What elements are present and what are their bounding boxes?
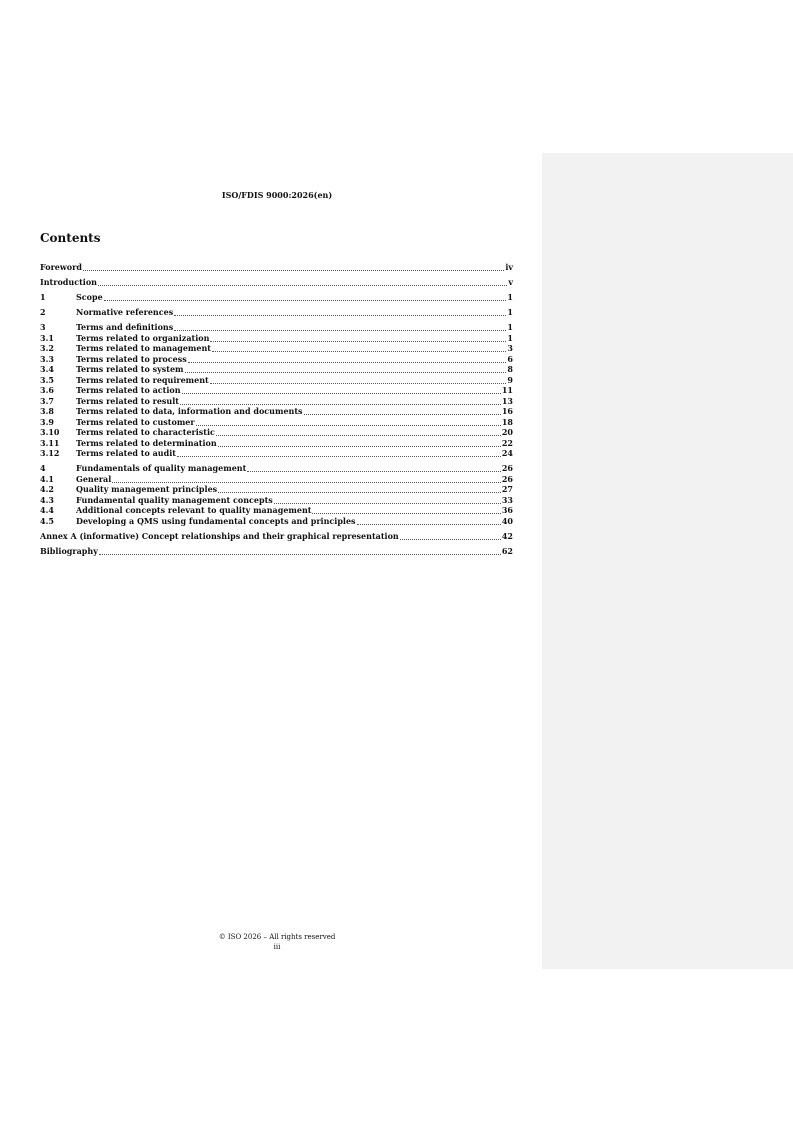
toc-entry-title: Terms related to action (76, 385, 181, 395)
toc-entry-number: 3.10 (40, 427, 60, 437)
toc-entry-title: General (76, 473, 112, 484)
toc-entry[interactable] (40, 406, 513, 416)
toc-entry-page: v (508, 277, 513, 287)
toc-entry[interactable] (40, 262, 513, 272)
toc-entry-title: Terms related to system (76, 364, 184, 374)
toc-entry[interactable] (40, 495, 513, 505)
toc-entry-number: 3.12 (40, 448, 60, 458)
toc-dot-leader (218, 439, 501, 447)
toc-entry-number: 4.3 (40, 494, 54, 505)
toc-entry-number: 4.4 (40, 505, 54, 515)
toc-entry[interactable] (40, 354, 513, 364)
toc-dot-leader (312, 506, 500, 514)
toc-entry-page: 62 (501, 545, 513, 556)
toc-entry-page: 16 (501, 406, 513, 416)
toc-dot-leader (247, 464, 501, 472)
toc-entry[interactable] (40, 448, 513, 458)
toc-entry-page: iv (505, 262, 513, 272)
toc-entry-title: Terms and definitions (76, 322, 174, 332)
toc-entry[interactable] (40, 333, 513, 343)
toc-entry-page: 11 (501, 385, 513, 395)
toc-dot-leader (400, 532, 501, 540)
toc-entry-number: 3.5 (40, 374, 54, 385)
toc-dot-leader (83, 263, 504, 271)
toc-entry[interactable] (40, 277, 513, 287)
toc-dot-leader (274, 496, 501, 504)
toc-entry[interactable] (40, 385, 513, 395)
toc-entry[interactable] (40, 417, 513, 427)
toc-dot-leader (104, 293, 507, 301)
toc-entry-page: 26 (501, 463, 513, 473)
toc-dot-leader (112, 475, 501, 483)
toc-dot-leader (185, 365, 507, 373)
toc-entry-number: 1 (40, 292, 46, 302)
toc-entry-number: 3.7 (40, 395, 54, 406)
toc-entry[interactable] (40, 516, 513, 526)
toc-entry-number: 4.2 (40, 484, 54, 494)
toc-dot-leader (210, 334, 506, 342)
copyright-notice: © ISO 2026 – All rights reserved (218, 933, 336, 941)
toc-dot-leader (304, 407, 501, 415)
toc-entry-title: Fundamentals of quality management (76, 463, 247, 473)
toc-entry-number: 3.6 (40, 385, 54, 395)
toc-entry-number: 2 (40, 307, 46, 317)
comment-pane (542, 153, 793, 969)
toc-entry-number: 4 (40, 463, 46, 473)
toc-entry-number: 3.4 (40, 364, 54, 374)
toc-entry-page: 13 (501, 395, 513, 406)
toc-dot-leader (174, 323, 506, 331)
toc-entry[interactable] (40, 438, 513, 448)
contents-heading: Contents (40, 231, 101, 245)
toc-entry-title: Terms related to characteristic (76, 427, 215, 437)
toc-entry-page: 36 (501, 505, 513, 515)
toc-entry-page: 27 (501, 484, 513, 494)
toc-entry-page: 22 (501, 437, 513, 448)
toc-entry-page: 18 (501, 416, 513, 427)
toc-entry-title: Terms related to data, information and documents (76, 406, 303, 416)
toc-dot-leader (177, 449, 501, 457)
page-footer (40, 932, 514, 952)
toc-dot-leader (180, 397, 501, 405)
toc-entry-page: 33 (501, 494, 513, 505)
toc-entry-title: Annex A (informative) Concept relationships and their graphical representation (40, 530, 399, 541)
toc-dot-leader (188, 355, 507, 363)
toc-entry-number: 4.1 (40, 473, 54, 484)
toc-entry-title: Normative references (76, 307, 174, 317)
toc-entry[interactable] (40, 546, 513, 556)
toc-entry-title: Bibliography (40, 545, 98, 556)
toc-entry[interactable] (40, 505, 513, 515)
toc-dot-leader (196, 418, 501, 426)
toc-entry[interactable] (40, 396, 513, 406)
toc-entry-title: Additional concepts relevant to quality management (76, 505, 312, 515)
toc-entry[interactable] (40, 292, 513, 302)
toc-dot-leader (99, 547, 501, 555)
toc-entry-title: Foreword (40, 262, 82, 272)
page-number: iii (273, 943, 281, 951)
toc-entry-number: 3.1 (40, 332, 54, 343)
toc-entry-number: 3 (40, 322, 46, 332)
toc-entry[interactable] (40, 343, 513, 353)
toc-dot-leader (174, 308, 506, 316)
table-of-contents (40, 262, 513, 556)
toc-entry-title: Scope (76, 292, 103, 302)
toc-entry[interactable] (40, 531, 513, 541)
toc-entry-number: 3.9 (40, 416, 54, 427)
toc-entry-title: Terms related to audit (76, 448, 176, 458)
toc-entry[interactable] (40, 364, 513, 374)
toc-entry-page: 24 (501, 448, 513, 458)
toc-entry-title: Introduction (40, 277, 97, 287)
toc-entry[interactable] (40, 427, 513, 437)
toc-entry-page: 3 (507, 343, 513, 353)
toc-entry-number: 3.3 (40, 353, 54, 364)
toc-entry-page: 1 (507, 322, 513, 332)
toc-dot-leader (182, 386, 501, 394)
toc-entry-page: 8 (507, 364, 513, 374)
toc-entry-title: Terms related to customer (76, 416, 195, 427)
toc-entry-title: Terms related to determination (76, 437, 217, 448)
toc-entry-title: Terms related to requirement (76, 374, 209, 385)
toc-entry-page: 6 (507, 353, 513, 364)
toc-entry-page: 40 (501, 515, 513, 526)
toc-entry[interactable] (40, 484, 513, 494)
toc-dot-leader (210, 376, 507, 384)
toc-dot-leader (216, 428, 501, 436)
toc-dot-leader (98, 278, 507, 286)
toc-entry[interactable] (40, 474, 513, 484)
toc-entry-title: Terms related to process (76, 353, 187, 364)
toc-entry-number: 3.11 (40, 437, 60, 448)
toc-entry[interactable] (40, 322, 513, 332)
toc-entry-number: 3.8 (40, 406, 54, 416)
toc-entry[interactable] (40, 463, 513, 473)
toc-entry-page: 9 (507, 374, 513, 385)
toc-entry-number: 4.5 (40, 515, 54, 526)
toc-entry-page: 26 (501, 473, 513, 484)
document-id-header: ISO/FDIS 9000:2026(en) (221, 190, 333, 200)
toc-entry-title: Quality management principles (76, 484, 218, 494)
toc-entry[interactable] (40, 375, 513, 385)
toc-entry-title: Terms related to organization (76, 332, 210, 343)
toc-entry-title: Terms related to management (76, 343, 211, 353)
toc-entry-title: Developing a QMS using fundamental concepts and principles (76, 515, 356, 526)
toc-dot-leader (218, 485, 501, 493)
toc-entry-number: 3.2 (40, 343, 54, 353)
toc-entry-page: 20 (501, 427, 513, 437)
toc-entry-page: 1 (507, 307, 513, 317)
toc-entry[interactable] (40, 307, 513, 317)
toc-dot-leader (357, 517, 501, 525)
toc-entry-page: 42 (501, 530, 513, 541)
toc-entry-title: Fundamental quality management concepts (76, 494, 273, 505)
toc-entry-page: 1 (507, 332, 513, 343)
toc-dot-leader (212, 344, 506, 352)
toc-entry-page: 1 (507, 292, 513, 302)
toc-entry-title: Terms related to result (76, 395, 179, 406)
